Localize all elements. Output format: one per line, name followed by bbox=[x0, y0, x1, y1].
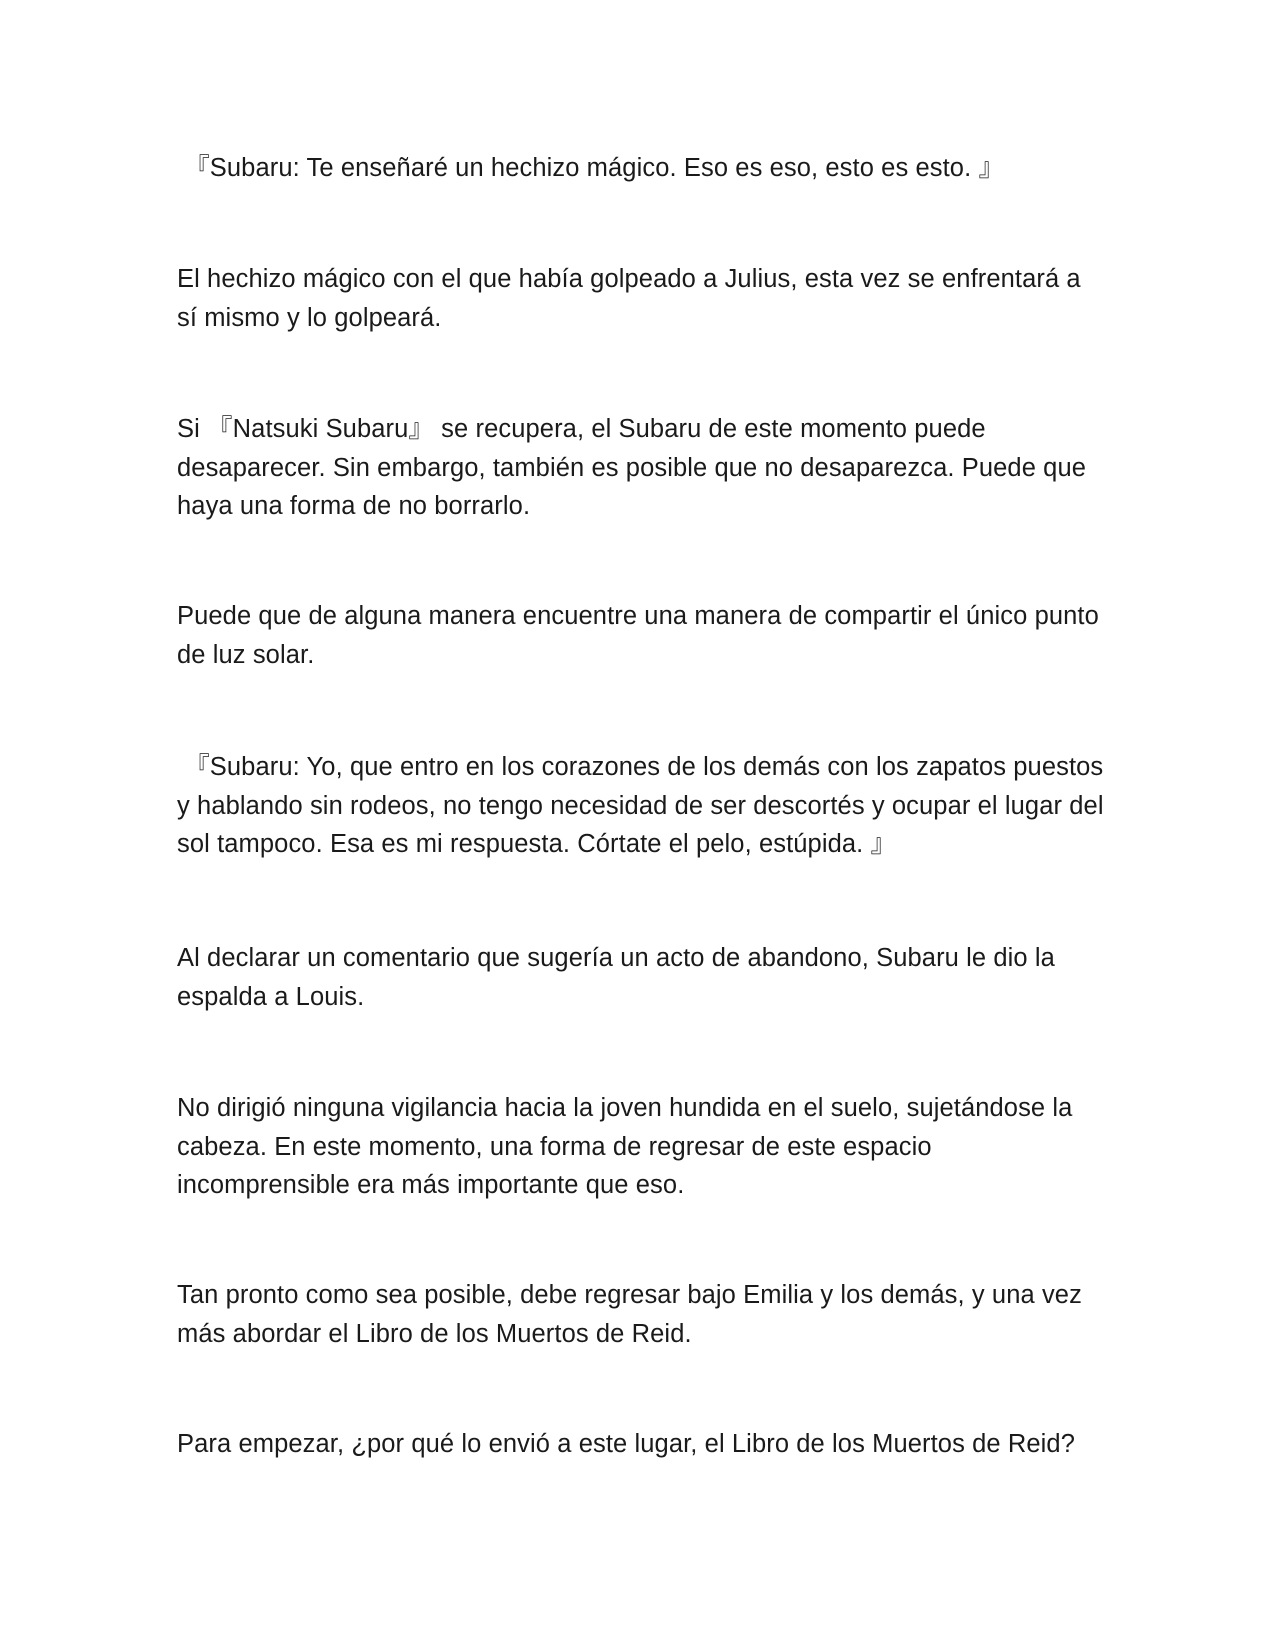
narration-paragraph: El hechizo mágico con el que había golpeado a Julius, esta vez se enfrentará a sí mismo y lo golpeará. bbox=[177, 265, 1088, 332]
narration-paragraph: Si 『Natsuki Subaru』 se recupera, el Subaru de este momento puede desaparecer. Sin embargo, también es posible que no desaparezca. Puede que haya una forma de no borrarlo. bbox=[177, 415, 1094, 520]
dialogue-paragraph: 『Subaru: Yo, que entro en los corazones de los demás con los zapatos puestos y hablando sin rodeos, no tengo necesidad de ser descortés y ocupar el lugar del sol tampoco. Esa es mi respuesta. Córtate el pelo, estúpida. 』 bbox=[177, 753, 1111, 858]
narration-paragraph: Tan pronto como sea posible, debe regresar bajo Emilia y los demás, y una vez más abordar el Libro de los Muertos de Reid. bbox=[177, 1281, 1090, 1348]
narration-paragraph: Puede que de alguna manera encuentre una manera de compartir el único punto de luz solar. bbox=[177, 602, 1107, 669]
narration-paragraph: Para empezar, ¿por qué lo envió a este lugar, el Libro de los Muertos de Reid? bbox=[177, 1430, 1075, 1458]
dialogue-paragraph: 『Subaru: Te enseñaré un hechizo mágico. Eso es eso, esto es esto. 』 bbox=[177, 154, 1005, 182]
narration-paragraph: No dirigió ninguna vigilancia hacia la joven hundida en el suelo, sujetándose la cabeza. En este momento, una forma de regresar de este espacio incomprensible era más importante que eso. bbox=[177, 1094, 1080, 1199]
narration-paragraph: Al declarar un comentario que sugería un acto de abandono, Subaru le dio la espalda a Louis. bbox=[177, 944, 1063, 1011]
